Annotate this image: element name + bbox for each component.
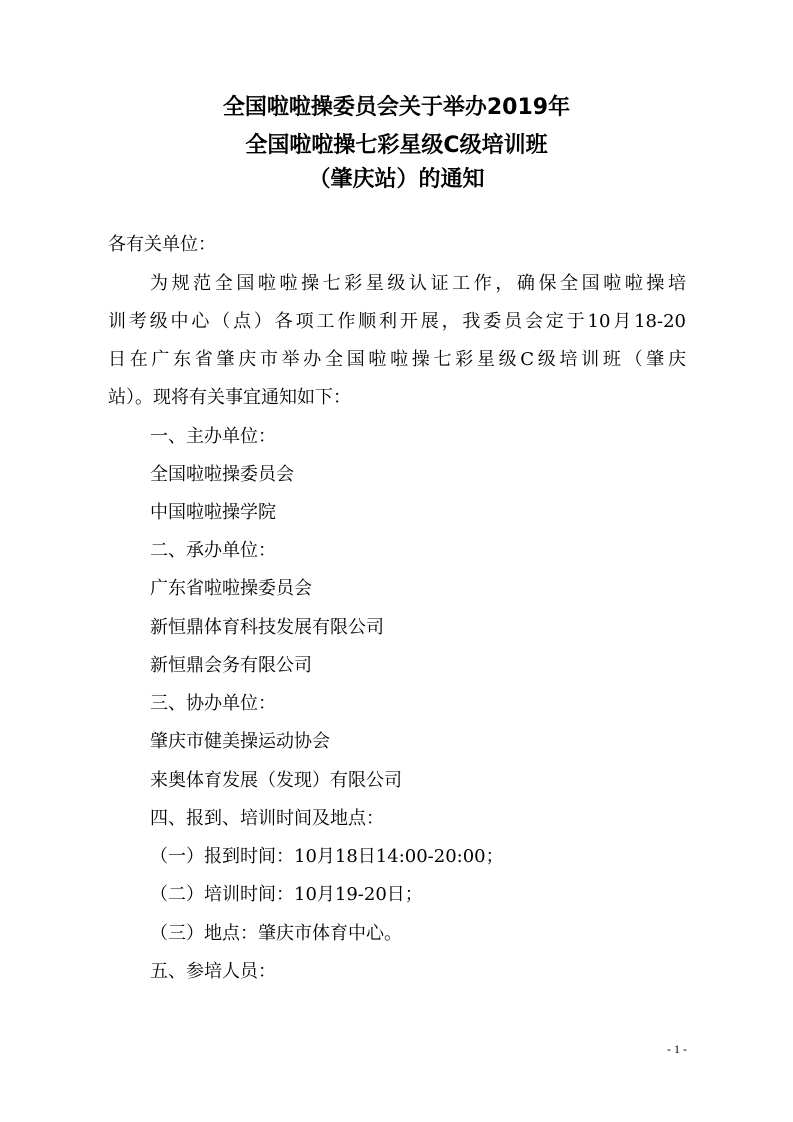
host-item: 新恒鼎会务有限公司	[150, 655, 312, 676]
organizer-item: 中国啦啦操学院	[150, 502, 276, 523]
page-number: - 1 -	[667, 1042, 687, 1056]
host-item: 新恒鼎体育科技发展有限公司	[150, 617, 384, 638]
section-heading-organizers: 一、主办单位：	[150, 426, 276, 447]
organizer-item: 全国啦啦操委员会	[150, 464, 294, 485]
intro-line-4: 站）。现将有关事宜通知如下：	[108, 387, 351, 408]
co-organizer-item: 来奥体育发展（发现）有限公司	[150, 770, 402, 791]
training-location: （三）地点：肇庆市体育中心。	[150, 923, 402, 944]
intro-line-3: 日在广东省肇庆市举办全国啦啦操七彩星级C级培训班（肇庆	[108, 349, 686, 370]
host-item: 广东省啦啦操委员会	[150, 578, 312, 599]
document-title-line-1: 全国啦啦操委员会关于举办2019年	[222, 95, 571, 120]
registration-time: （一）报到时间：10月18日14:00-20:00；	[150, 846, 504, 867]
section-heading-participants: 五、参培人员：	[150, 961, 276, 982]
co-organizer-item: 肇庆市健美操运动协会	[150, 731, 330, 752]
document-title-line-2: 全国啦啦操七彩星级C级培训班	[245, 133, 548, 158]
intro-line-1: 为规范全国啦啦操七彩星级认证工作，确保全国啦啦操培	[150, 273, 686, 294]
training-time: （二）培训时间：10月19-20日；	[150, 884, 423, 905]
section-heading-time-location: 四、报到、培训时间及地点：	[150, 808, 384, 829]
intro-line-2: 训考级中心（点）各项工作顺利开展，我委员会定于10月18-20	[108, 311, 686, 332]
section-heading-co-organizers: 三、协办单位：	[150, 693, 276, 714]
salutation: 各有关单位：	[108, 234, 216, 255]
section-heading-host: 二、承办单位：	[150, 540, 276, 561]
document-title-line-3: （肇庆站）的通知	[308, 167, 485, 192]
